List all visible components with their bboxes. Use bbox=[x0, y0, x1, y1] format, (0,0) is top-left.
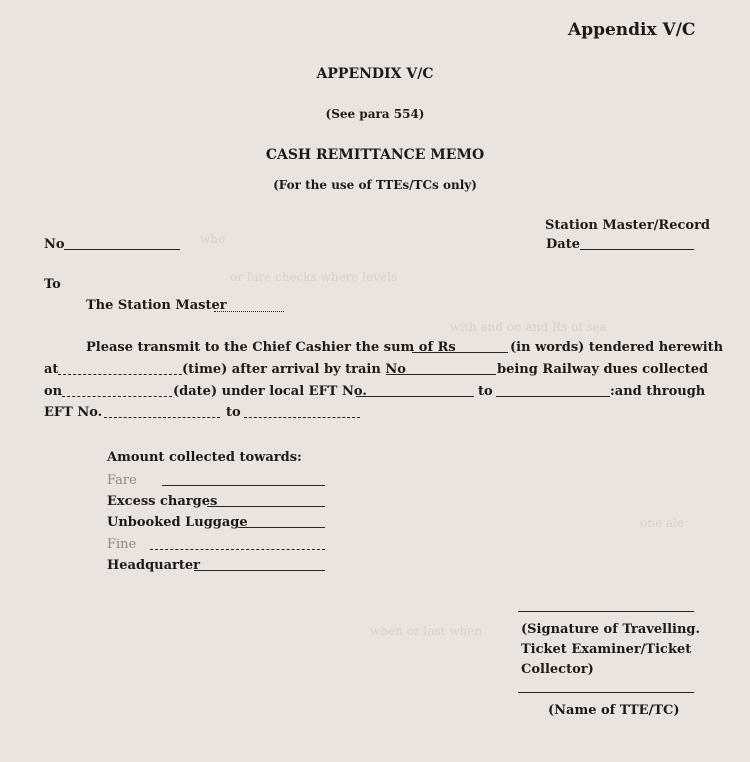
signature-line[interactable] bbox=[518, 611, 694, 612]
body-line1-text: Please transmit to the Chief Cashier the sum of Rs bbox=[86, 340, 456, 355]
usage-note: (For the use of TTEs/TCs only) bbox=[273, 178, 477, 192]
body-line1-text-end: (in words) tendered herewith bbox=[510, 340, 724, 355]
signature-caption-line1: (Signature of Travelling. bbox=[521, 622, 701, 637]
date-field-line[interactable] bbox=[580, 249, 694, 250]
body-line2-text-end: being Railway dues collected bbox=[497, 362, 709, 377]
amount-item-unbooked-luggage: Unbooked Luggage bbox=[107, 515, 248, 530]
headquarter-field-line[interactable] bbox=[194, 570, 325, 571]
record-label: Station Master/Record bbox=[545, 218, 711, 233]
bleed-through-text: who bbox=[200, 232, 226, 246]
corner-appendix-title: Appendix V/C bbox=[568, 20, 696, 40]
amount-item-headquarter: Headquarter bbox=[107, 558, 201, 573]
excess-charges-field-line[interactable] bbox=[207, 506, 325, 507]
bleed-through-text: or fare checks where levels bbox=[230, 270, 398, 284]
number-label: No bbox=[44, 237, 65, 252]
fare-field-line[interactable] bbox=[162, 485, 325, 486]
body-line3-to: to bbox=[478, 384, 493, 399]
body-line4-to: to bbox=[226, 405, 241, 420]
local-eft-field-line[interactable] bbox=[356, 396, 474, 397]
body-line3-on: on bbox=[44, 384, 63, 399]
bleed-through-text: one ale bbox=[640, 516, 684, 530]
name-line[interactable] bbox=[518, 692, 694, 693]
amount-rs-field-line[interactable] bbox=[412, 352, 508, 353]
station-master-label: The Station Master bbox=[86, 298, 227, 313]
bleed-through-text: with and on and Rs of sea bbox=[450, 320, 607, 334]
name-caption: (Name of TTE/TC) bbox=[548, 703, 680, 718]
to-label: To bbox=[44, 277, 61, 292]
signature-caption-line2: Ticket Examiner/Ticket bbox=[521, 642, 692, 657]
date-of-collection-field-line[interactable] bbox=[62, 396, 172, 397]
page-heading: APPENDIX V/C bbox=[316, 66, 434, 82]
amount-item-fine: Fine bbox=[107, 537, 137, 552]
amount-item-fare: Fare bbox=[107, 473, 137, 488]
eft-to-field-line[interactable] bbox=[244, 417, 360, 418]
time-field-line[interactable] bbox=[58, 374, 182, 375]
body-line3-text: (date) under local EFT No. bbox=[173, 384, 367, 399]
body-line2-text: (time) after arrival by train No bbox=[182, 362, 406, 377]
fine-field-line[interactable] bbox=[150, 549, 325, 550]
train-number-field-line[interactable] bbox=[386, 374, 496, 375]
amount-heading: Amount collected towards: bbox=[107, 450, 302, 465]
body-line4-eft: EFT No. bbox=[44, 405, 103, 420]
memo-title: CASH REMITTANCE MEMO bbox=[265, 147, 485, 163]
amount-item-excess-charges: Excess charges bbox=[107, 494, 218, 509]
bleed-through-text: when or last when bbox=[370, 624, 483, 638]
date-label: Date bbox=[546, 237, 580, 252]
station-master-field-line[interactable] bbox=[214, 311, 284, 312]
eft-number-field-line[interactable] bbox=[104, 417, 220, 418]
body-line3-text-end: :and through bbox=[610, 384, 706, 399]
number-field-line[interactable] bbox=[64, 249, 180, 250]
unbooked-luggage-field-line[interactable] bbox=[238, 527, 325, 528]
see-para-reference: (See para 554) bbox=[325, 107, 425, 121]
body-line2-at: at bbox=[44, 362, 59, 377]
local-eft-to-field-line[interactable] bbox=[496, 396, 610, 397]
signature-caption-line3: Collector) bbox=[521, 662, 594, 677]
